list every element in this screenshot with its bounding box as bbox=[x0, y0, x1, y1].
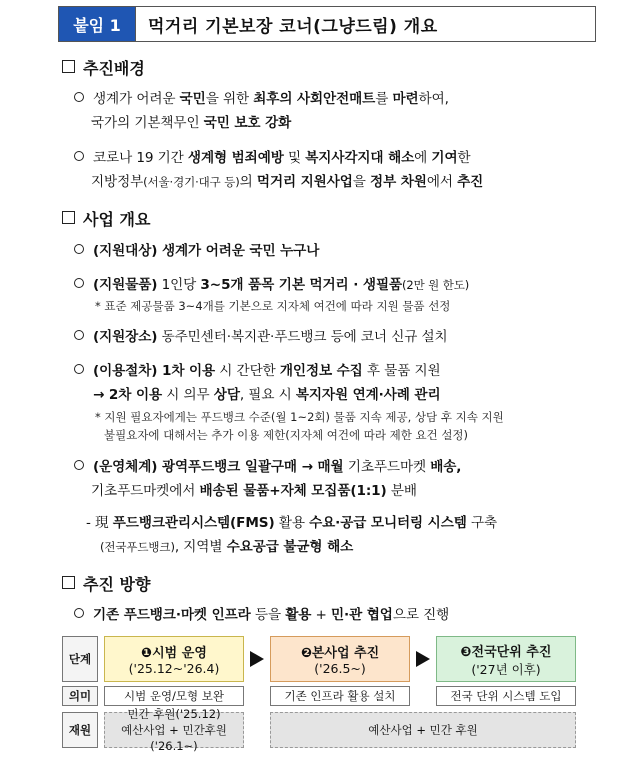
text-fragment: 광역푸드뱅크 bbox=[157, 459, 241, 475]
text-fragment: 생계형 범죄예방 bbox=[187, 150, 284, 166]
square-bullet-icon bbox=[62, 60, 75, 73]
text-fragment: 지방정부 bbox=[91, 174, 144, 190]
stage-3-box bbox=[436, 636, 576, 682]
section-direction bbox=[62, 572, 150, 595]
text-fragment: 생계가 어려운 국민 누구나 bbox=[157, 243, 320, 259]
page-title: 먹거리 기본보장 코너(그냥드림) 개요 bbox=[148, 16, 438, 37]
circle-bullet-icon bbox=[74, 364, 84, 374]
section-background bbox=[62, 56, 145, 79]
section-overview bbox=[62, 207, 150, 230]
overview-target bbox=[74, 239, 319, 259]
row-label-meaning: 의미 bbox=[62, 686, 98, 706]
overview-procedure bbox=[74, 359, 441, 379]
funding-pilot-line-2: 예산사업 + 민간후원('26.1~) bbox=[121, 723, 227, 753]
text-fragment: 의 bbox=[239, 174, 257, 190]
text-fragment: 최후의 사회안전매트 bbox=[253, 91, 376, 107]
text-fragment: 코로나 19 기간 bbox=[93, 150, 188, 166]
text-fragment: 복지자원 연계·사례 관리 bbox=[295, 387, 441, 403]
text-fragment: 국민 보호 강화 bbox=[203, 115, 292, 131]
circle-bullet-icon bbox=[74, 151, 84, 161]
text-fragment: 국민 bbox=[179, 91, 206, 107]
stage-3-period: ('27년 이후) bbox=[471, 661, 541, 677]
text-fragment: 개인정보 수집 bbox=[279, 363, 363, 379]
text-fragment: 후 물품 지원 bbox=[362, 363, 441, 379]
meaning-1: 시범 운영/모형 보완 bbox=[104, 686, 244, 706]
stage-3-name: ❸전국단위 추진 bbox=[460, 644, 552, 660]
text-fragment: 배송, bbox=[430, 459, 462, 475]
text-fragment: 민·관 협업 bbox=[331, 607, 393, 623]
text-fragment: 푸드뱅크관리시스템(FMS) bbox=[112, 515, 275, 531]
stage-1-name: ❶시범 운영 bbox=[141, 646, 207, 661]
text-fragment: 마련 bbox=[392, 91, 419, 107]
circle-bullet-icon bbox=[74, 92, 84, 102]
text-fragment: (운영체계) bbox=[93, 459, 158, 475]
funding-main: 예산사업 + 민간 후원 bbox=[270, 712, 576, 748]
text-fragment: 3~5개 품목 기본 먹거리 · 생필품 bbox=[200, 277, 403, 293]
overview-items-note: * 표준 제공물품 3~4개를 기본으로 지자체 여건에 따라 지원 물품 선정 bbox=[95, 299, 451, 313]
section-title: 사업 개요 bbox=[83, 210, 151, 229]
circle-bullet-icon bbox=[74, 460, 84, 470]
text-fragment: 먹거리 지원사업 bbox=[256, 174, 353, 190]
title-box bbox=[58, 6, 596, 42]
direction-line bbox=[74, 603, 449, 623]
background-line-3 bbox=[74, 146, 471, 166]
text-fragment: (이용절차) bbox=[93, 363, 158, 379]
stage-1-period: ('25.12~'26.4) bbox=[128, 661, 220, 676]
circle-bullet-icon bbox=[74, 330, 84, 340]
text-fragment: 기초푸드마켓 bbox=[343, 459, 431, 475]
background-line-2 bbox=[91, 111, 291, 131]
overview-procedure-note-2: 불필요자에 대해서는 추가 이용 제한(지자체 여건에 따라 제한 요건 설정) bbox=[104, 428, 469, 442]
text-fragment: 기여 bbox=[431, 150, 458, 166]
text-fragment: 을 위한 bbox=[205, 91, 254, 107]
text-fragment: 를 bbox=[375, 91, 393, 107]
meaning-2: 기존 인프라 활용 설치 bbox=[270, 686, 410, 706]
square-bullet-icon bbox=[62, 576, 75, 589]
stage-2-name: ❷본사업 추진 bbox=[300, 646, 380, 661]
text-fragment: 정부 차원 bbox=[370, 174, 427, 190]
text-fragment: (전국푸드뱅크) bbox=[100, 540, 175, 554]
text-fragment: , 지역별 bbox=[174, 539, 227, 555]
overview-operation bbox=[74, 455, 461, 475]
text-fragment: 활용 bbox=[285, 607, 312, 623]
text-fragment: 국가의 기본책무인 bbox=[91, 115, 204, 131]
text-fragment: → bbox=[296, 459, 318, 475]
overview-procedure-2 bbox=[93, 383, 441, 403]
text-fragment: (지원대상) bbox=[93, 243, 158, 259]
text-fragment: 기초푸드마켓에서 bbox=[91, 483, 200, 499]
text-fragment: 수요·공급 모니터링 시스템 bbox=[309, 515, 467, 531]
stage-2-box bbox=[270, 636, 410, 682]
text-fragment: 분배 bbox=[386, 483, 417, 499]
stage-2-period: ('26.5~) bbox=[314, 661, 366, 676]
text-fragment: 활용 bbox=[274, 515, 310, 531]
overview-items bbox=[74, 273, 469, 293]
funding-pilot bbox=[104, 707, 244, 753]
funding-pilot-line-1: 민간 후원('25.12) bbox=[127, 707, 221, 721]
text-fragment: 하여, bbox=[418, 91, 449, 107]
text-fragment: (2만 원 한도) bbox=[402, 278, 470, 292]
text-fragment: 한 bbox=[457, 150, 471, 166]
section-title: 추진 방향 bbox=[83, 575, 151, 594]
overview-location bbox=[74, 325, 448, 345]
text-fragment: 복지사각지대 해소 bbox=[305, 150, 415, 166]
stage-1-box bbox=[104, 636, 244, 682]
text-fragment: (지원장소) bbox=[93, 329, 158, 345]
text-fragment: 추진 bbox=[457, 174, 484, 190]
row-label-stage: 단계 bbox=[62, 636, 98, 682]
text-fragment: 배송된 물품+자체 모집품(1:1) bbox=[199, 483, 387, 499]
overview-fms bbox=[86, 511, 497, 531]
text-fragment: + bbox=[311, 607, 332, 623]
text-fragment: 생계가 어려운 bbox=[93, 91, 180, 107]
text-fragment: 기존 푸드뱅크·마켓 인프라 bbox=[93, 607, 251, 623]
text-fragment: 동주민센터·복지관·푸드뱅크 등에 코너 신규 설치 bbox=[157, 329, 448, 345]
text-fragment: 에서 bbox=[426, 174, 458, 190]
attachment-badge: 붙임 1 bbox=[59, 7, 136, 41]
text-fragment: (지원물품) bbox=[93, 277, 158, 293]
arrow-right-icon bbox=[250, 651, 264, 667]
overview-fms-2 bbox=[100, 535, 353, 555]
section-title: 추진배경 bbox=[83, 59, 145, 78]
square-bullet-icon bbox=[62, 211, 75, 224]
text-fragment: (서울·경기·대구 등) bbox=[143, 175, 240, 189]
background-line-4 bbox=[91, 170, 483, 190]
text-fragment: , 필요 시 bbox=[239, 387, 296, 403]
text-fragment: 시 의무 bbox=[162, 387, 214, 403]
circle-bullet-icon bbox=[74, 278, 84, 288]
text-fragment: - 現 bbox=[86, 515, 113, 531]
overview-procedure-note-1: * 지원 필요자에게는 푸드뱅크 수준(월 1~2회) 물품 지속 제공, 상담 후 지속 지원 bbox=[95, 410, 504, 424]
circle-bullet-icon bbox=[74, 608, 84, 618]
text-fragment: 으로 진행 bbox=[392, 607, 450, 623]
background-line-1 bbox=[74, 87, 449, 107]
text-fragment: 1인당 bbox=[157, 277, 201, 293]
text-fragment: 시 간단한 bbox=[215, 363, 280, 379]
meaning-3: 전국 단위 시스템 도입 bbox=[436, 686, 576, 706]
text-fragment: 상담 bbox=[213, 387, 240, 403]
text-fragment: 일괄구매 bbox=[240, 459, 297, 475]
circle-bullet-icon bbox=[74, 244, 84, 254]
text-fragment: 수요공급 불균형 해소 bbox=[226, 539, 354, 555]
text-fragment: 매월 bbox=[317, 459, 344, 475]
row-label-funding: 재원 bbox=[62, 712, 98, 748]
arrow-right-icon bbox=[416, 651, 430, 667]
text-fragment: 및 bbox=[283, 150, 306, 166]
overview-operation-2 bbox=[91, 479, 417, 499]
text-fragment: 등을 bbox=[250, 607, 286, 623]
text-fragment: 1차 이용 bbox=[157, 363, 216, 379]
text-fragment: 을 bbox=[352, 174, 371, 190]
text-fragment: 구축 bbox=[466, 515, 498, 531]
text-fragment: → 2차 이용 bbox=[93, 387, 163, 403]
text-fragment: 에 bbox=[414, 150, 432, 166]
